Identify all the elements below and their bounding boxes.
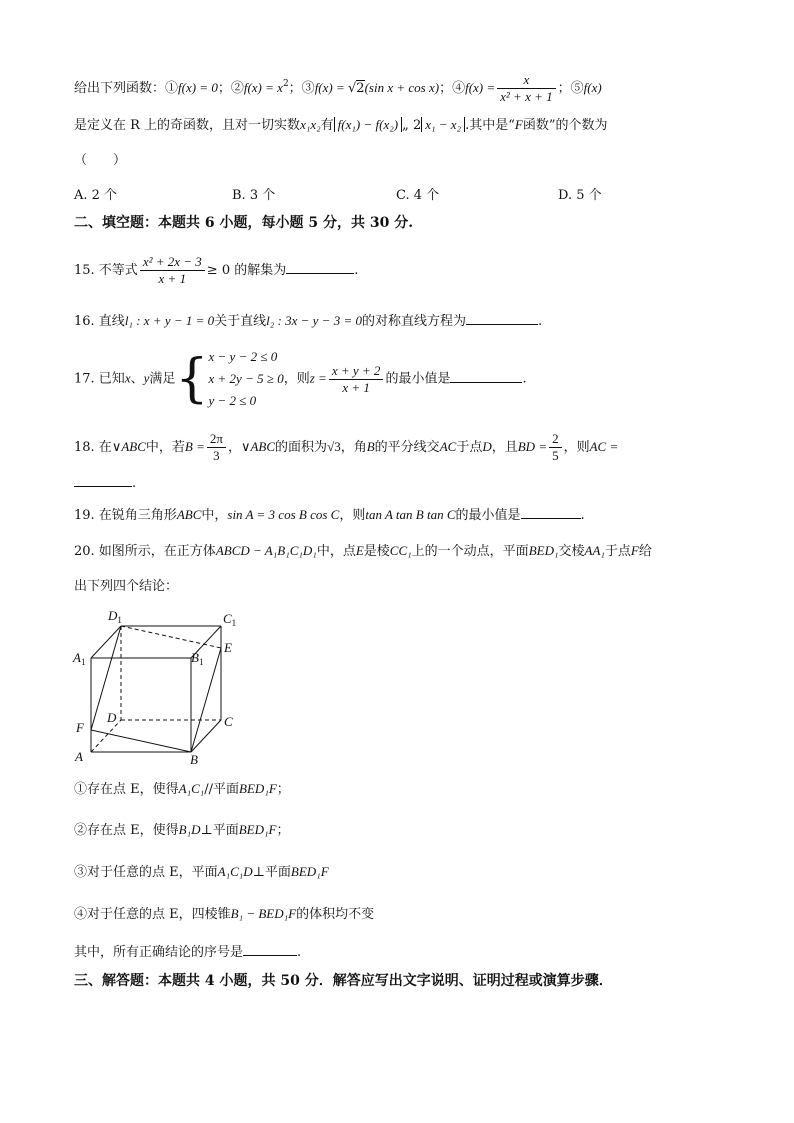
section2-heading: 二、填空题：本题共 6 小题，每小题 5 分，共 30 分.: [74, 215, 414, 231]
q14-line1: 给出下列函数：①f(x) = 0；②f(x) = $x^2$；③f(x) = √2(sin x + cos x)；④f(x) = $\frac{x}{\text{x² + x + 1}}$ ；⑤f(x): [74, 72, 602, 104]
label-d: D: [107, 710, 117, 725]
q20-line1: 20. 如图所示，在正方体ABCD − A₁B₁C₁D₁中，点E是棱CC₁上的一个动点，平面BED₁交棱AA₁于点F给: [74, 543, 652, 559]
label-c1: $C_1$: [223, 611, 237, 628]
q20-statement-4: ④对于任意的点 E，四棱锥B₁ − BED₁F的体积均不变: [74, 906, 375, 922]
q18: 18. 在∨ABC中，若B = $\frac{2\pi}{3}$ ，∨ABC的面积为√3，角B的平分线交AC于点D，且BD = $\frac{2}{5}$ ，则AC =: [74, 431, 619, 463]
q20-answer-blank[interactable]: [243, 943, 297, 956]
q17-answer-blank[interactable]: [450, 370, 522, 383]
label-b: B: [190, 752, 198, 767]
label-e: E: [224, 640, 232, 655]
label-a: A: [75, 749, 83, 764]
label-f: F: [76, 720, 84, 735]
q17-fraction: $\frac{x + y + 2}{x + 1}$: [329, 363, 384, 396]
q16-answer-blank[interactable]: [466, 312, 538, 325]
q17-constraints: x − y − 2 ≤ 0 x + 2y − 5 ≥ 0 y − 2 ≤ 0: [208, 349, 284, 408]
q18-answer-line: .: [74, 474, 136, 493]
cube-figure: [70, 604, 250, 770]
q15-fraction: $\frac{\text{x² + 2x − 3}}{x + 1}$: [140, 254, 205, 287]
label-a1: $A_1$: [73, 650, 86, 667]
q20-statement-3: ③对于任意的点 E，平面A₁C₁D⊥平面BED₁F: [74, 864, 329, 880]
q17: 17. 已知x、y满足{ x − y − 2 ≤ 0 x + 2y − 5 ≥ 0 y − 2 ≤ 0 ，则z = $\frac{x + y + 2}{x + 1}$ 的最小值是 .: [74, 346, 527, 412]
q20-line2: 出下列四个结论：: [74, 579, 179, 594]
sqrt-sign: √: [348, 81, 357, 96]
option-b: B. 3 个: [232, 188, 276, 203]
q19: 19. 在锐角三角形ABC中，sin A = 3 cos B cos C，则tan A tan B tan C的最小值是 .: [74, 507, 585, 523]
q16: 16. 直线l₁ : x + y − 1 = 0关于直线l₂ : 3x − y − 3 = 0的对称直线方程为 .: [74, 313, 543, 329]
q14-paren: （ ）: [74, 153, 127, 168]
q19-answer-blank[interactable]: [521, 506, 581, 519]
q15-answer-blank[interactable]: [286, 261, 354, 274]
q20-statement-1: ①存在点 E，使得A₁C₁//平面BED₁F；: [74, 781, 290, 797]
q18-answer-blank[interactable]: [74, 474, 132, 487]
option-d: D. 5 个: [558, 188, 602, 203]
q20-statement-2: ②存在点 E，使得B₁D⊥平面BED₁F；: [74, 822, 290, 838]
q14-line2: 是定义在 R 上的奇函数，且对一切实数x₁x₂有 f(x₁) − f(x₂) „ 2 x₁ − x₂ .其中是“F函数”的个数为: [74, 117, 608, 133]
system-brace: {: [175, 349, 209, 409]
q18-bd-fraction: $\frac{2}{5}$: [549, 431, 562, 464]
section3-heading: 三、解答题：本题共 4 小题，共 50 分．解答应写出文字说明、证明过程或演算步骤．: [74, 973, 613, 989]
label-b1: $B_1$: [191, 650, 204, 667]
q20-ask: 其中，所有正确结论的序号是 .: [74, 945, 302, 960]
line-bf: [91, 730, 191, 752]
option-c: C. 4 个: [396, 188, 440, 203]
q15: 15. 不等式 $\frac{\text{x² + 2x − 3}}{x + 1}$ ≥ 0 的解集为 .: [74, 254, 359, 286]
label-d1: $D_1$: [108, 608, 122, 625]
q14-f4-fraction: $\frac{x}{\text{x² + x + 1}}$: [497, 72, 555, 105]
q18-angle-fraction: $\frac{2\pi}{3}$: [207, 431, 226, 464]
label-c: C: [224, 714, 233, 729]
option-a: A. 2 个: [74, 188, 118, 203]
line-d1e: [121, 626, 221, 648]
